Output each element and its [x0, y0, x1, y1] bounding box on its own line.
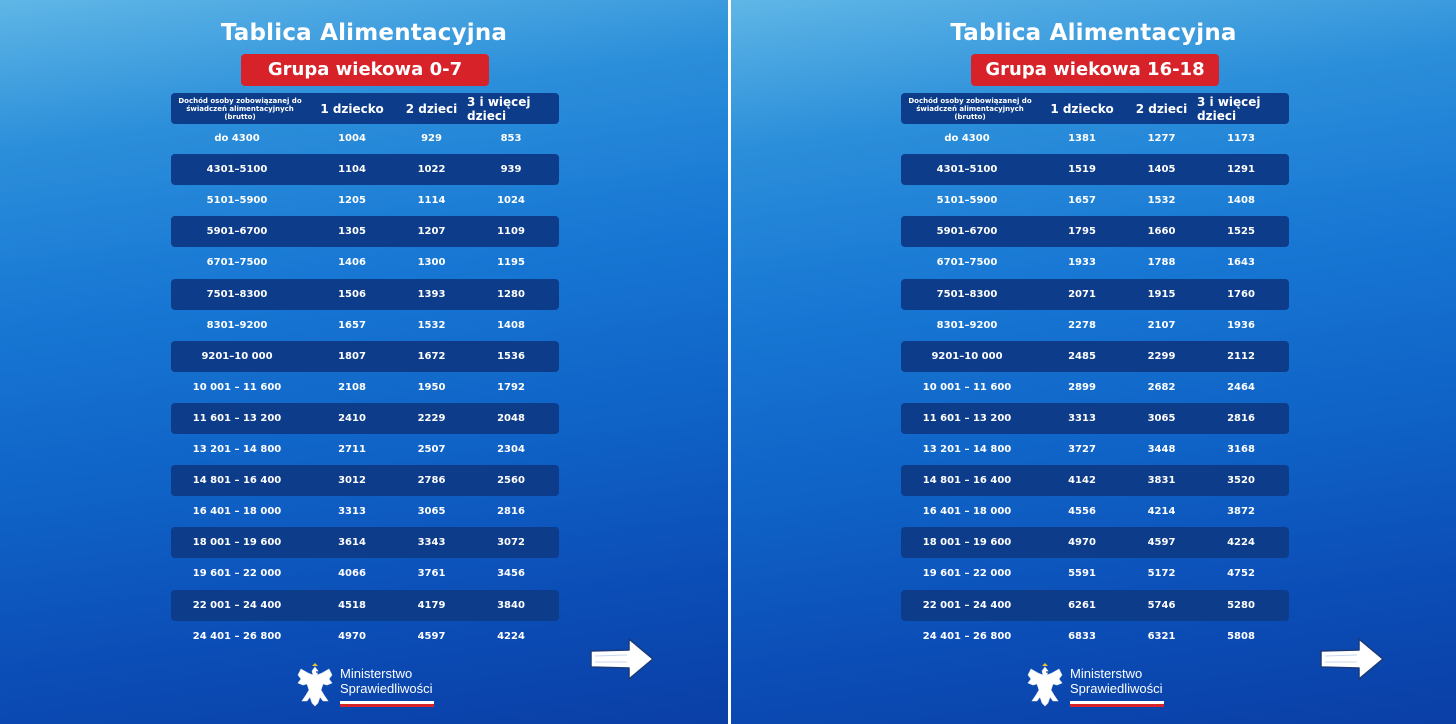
ministry-line1: Ministerstwo — [340, 666, 413, 681]
table-row — [171, 434, 559, 465]
header-income: Dochód osoby zobowiązanej do świadczeń alimentacyjnych (brutto) — [178, 96, 302, 121]
income-cell: 13 201 – 14 800 — [192, 444, 282, 455]
income-cell: 8301–9200 — [936, 319, 998, 331]
table-row — [171, 372, 559, 403]
income-cell: 19 601 – 22 000 — [922, 568, 1012, 580]
header-3-plus-children: 3 i więcej dzieci — [1197, 94, 1261, 123]
table-row — [901, 216, 1289, 247]
income-cell: 9201–10 000 — [931, 350, 1003, 362]
three-plus-children-cell: 2112 — [1227, 350, 1255, 362]
income-cell: 5901–6700 — [206, 226, 268, 238]
two-children-cell: 1672 — [417, 350, 446, 362]
arrow-right-icon[interactable] — [1319, 636, 1385, 682]
income-cell: 4301–5100 — [206, 164, 268, 176]
one-child-cell: 6261 — [1068, 599, 1096, 611]
page-title: Tablica Alimentacyjna — [220, 20, 508, 46]
three-plus-children-cell: 1760 — [1227, 288, 1255, 300]
income-cell: do 4300 — [214, 133, 260, 144]
table-row — [171, 558, 559, 589]
table-row — [901, 434, 1289, 465]
table-row — [901, 403, 1289, 434]
table-row — [901, 590, 1289, 621]
income-cell: 16 401 – 18 000 — [922, 506, 1012, 518]
income-cell: 9201–10 000 — [201, 350, 273, 362]
three-plus-children-cell: 3520 — [1227, 475, 1255, 487]
two-children-cell: 4179 — [417, 599, 446, 611]
three-plus-children-cell: 1643 — [1227, 257, 1255, 269]
table-row — [901, 621, 1289, 652]
one-child-cell: 1104 — [338, 164, 366, 176]
two-children-cell: 6321 — [1147, 630, 1176, 642]
ministry-name — [1070, 666, 1162, 696]
one-child-cell: 1657 — [1068, 195, 1096, 207]
table-row — [171, 621, 559, 652]
one-child-cell: 1807 — [338, 350, 366, 362]
one-child-cell: 2071 — [1068, 288, 1096, 300]
table-row — [171, 403, 559, 434]
three-plus-children-cell: 853 — [500, 133, 522, 144]
three-plus-children-cell: 3872 — [1227, 506, 1255, 518]
table-header — [171, 93, 559, 124]
three-plus-children-cell: 3072 — [497, 537, 525, 549]
three-plus-children-cell: 3456 — [497, 568, 525, 580]
table-row — [901, 310, 1289, 341]
three-plus-children-cell: 2464 — [1227, 381, 1255, 393]
one-child-cell: 2899 — [1068, 381, 1096, 393]
age-group-badge: Grupa wiekowa 0-7 — [241, 54, 489, 86]
one-child-cell: 3614 — [338, 537, 366, 549]
one-child-cell: 4970 — [338, 630, 366, 642]
three-plus-children-cell: 1280 — [497, 288, 525, 300]
two-children-cell: 1532 — [417, 319, 446, 331]
three-plus-children-cell: 3840 — [497, 599, 525, 611]
one-child-cell: 1506 — [338, 288, 366, 300]
three-plus-children-cell: 939 — [500, 164, 522, 176]
three-plus-children-cell: 2816 — [497, 506, 525, 518]
table-row — [901, 496, 1289, 527]
ministry-logo — [296, 663, 446, 711]
age-group-badge: Grupa wiekowa 16-18 — [971, 54, 1219, 86]
table-row — [901, 465, 1289, 496]
two-children-cell: 4597 — [1147, 537, 1176, 549]
income-cell: 22 001 – 24 400 — [922, 599, 1012, 611]
table-row — [171, 216, 559, 247]
income-cell: 11 601 – 13 200 — [192, 412, 282, 424]
one-child-cell: 1406 — [338, 257, 366, 269]
three-plus-children-cell: 4752 — [1227, 568, 1255, 580]
three-plus-children-cell: 5808 — [1227, 630, 1255, 642]
one-child-cell: 3727 — [1068, 444, 1096, 455]
three-plus-children-cell: 2816 — [1227, 412, 1255, 424]
header-3-plus-children: 3 i więcej dzieci — [467, 94, 531, 123]
three-plus-children-cell: 4224 — [497, 630, 525, 642]
one-child-cell: 4142 — [1068, 475, 1096, 487]
two-children-cell: 1300 — [417, 257, 446, 269]
table-row — [171, 123, 559, 154]
table-row — [901, 558, 1289, 589]
three-plus-children-cell: 2560 — [497, 475, 525, 487]
table-row — [171, 279, 559, 310]
two-children-cell: 1207 — [417, 226, 446, 238]
income-cell: 10 001 – 11 600 — [922, 381, 1012, 393]
ministry-logo — [1026, 663, 1176, 711]
three-plus-children-cell: 1936 — [1227, 319, 1255, 331]
three-plus-children-cell: 2304 — [497, 444, 525, 455]
income-cell: 16 401 – 18 000 — [192, 506, 282, 518]
two-children-cell: 5746 — [1147, 599, 1176, 611]
table-row — [901, 279, 1289, 310]
one-child-cell: 1381 — [1068, 133, 1096, 144]
income-cell: 24 401 – 26 800 — [922, 630, 1012, 642]
table-row — [901, 154, 1289, 185]
header-income: Dochód osoby zobowiązanej do świadczeń alimentacyjnych (brutto) — [908, 96, 1032, 121]
two-children-cell: 3065 — [417, 506, 446, 518]
two-children-cell: 3831 — [1147, 475, 1176, 487]
one-child-cell: 1795 — [1068, 226, 1096, 238]
table-row — [901, 247, 1289, 278]
income-cell: 18 001 – 19 600 — [192, 537, 282, 549]
one-child-cell: 2711 — [338, 444, 366, 455]
three-plus-children-cell: 1195 — [497, 257, 525, 269]
income-cell: 4301–5100 — [936, 164, 998, 176]
two-children-cell: 3065 — [1147, 412, 1176, 424]
income-cell: 7501–8300 — [936, 288, 998, 300]
income-cell: 7501–8300 — [206, 288, 268, 300]
one-child-cell: 4518 — [338, 599, 366, 611]
one-child-cell: 1205 — [338, 195, 366, 207]
table-row — [171, 465, 559, 496]
two-children-cell: 4597 — [417, 630, 446, 642]
one-child-cell: 1519 — [1068, 164, 1096, 176]
flag-stripe — [1070, 701, 1164, 707]
one-child-cell: 3313 — [338, 506, 366, 518]
table-row — [171, 496, 559, 527]
income-cell: 6701–7500 — [936, 257, 998, 269]
one-child-cell: 2410 — [338, 412, 366, 424]
two-children-cell: 1114 — [417, 195, 446, 207]
ministry-line1: Ministerstwo — [1070, 666, 1143, 681]
one-child-cell: 4066 — [338, 568, 366, 580]
header-2-children: 2 dzieci — [405, 101, 458, 116]
income-cell: 8301–9200 — [206, 319, 268, 331]
three-plus-children-cell: 1792 — [497, 381, 525, 393]
one-child-cell: 3313 — [1068, 412, 1096, 424]
two-children-cell: 1950 — [417, 381, 446, 393]
income-cell: 14 801 – 16 400 — [192, 475, 282, 487]
two-children-cell: 1788 — [1147, 257, 1176, 269]
three-plus-children-cell: 1109 — [497, 226, 525, 238]
eagle-emblem-icon — [1026, 663, 1064, 707]
table-row — [901, 372, 1289, 403]
arrow-right-icon[interactable] — [589, 636, 655, 682]
two-children-cell: 2682 — [1147, 381, 1176, 393]
income-cell: 13 201 – 14 800 — [922, 444, 1012, 455]
table-row — [901, 185, 1289, 216]
income-cell: 5101–5900 — [936, 195, 998, 207]
table-row — [171, 154, 559, 185]
ministry-line2: Sprawiedliwości — [1070, 681, 1163, 696]
two-children-cell: 2229 — [417, 412, 446, 424]
two-children-cell: 5172 — [1147, 568, 1176, 580]
header-2-children: 2 dzieci — [1135, 101, 1188, 116]
income-cell: do 4300 — [944, 133, 990, 144]
one-child-cell: 2108 — [338, 381, 366, 393]
table-row — [171, 590, 559, 621]
table-row — [171, 310, 559, 341]
page-title: Tablica Alimentacyjna — [950, 20, 1237, 46]
table-header — [901, 93, 1289, 124]
two-children-cell: 4214 — [1147, 506, 1176, 518]
three-plus-children-cell: 1536 — [497, 350, 525, 362]
one-child-cell: 5591 — [1068, 568, 1096, 580]
header-1-child: 1 dziecko — [1050, 101, 1114, 116]
one-child-cell: 6833 — [1068, 630, 1096, 642]
one-child-cell: 2278 — [1068, 319, 1096, 331]
three-plus-children-cell: 2048 — [497, 412, 525, 424]
three-plus-children-cell: 1291 — [1227, 164, 1255, 176]
three-plus-children-cell: 1173 — [1227, 133, 1255, 144]
two-children-cell: 929 — [421, 133, 442, 144]
income-cell: 18 001 – 19 600 — [922, 537, 1012, 549]
one-child-cell: 1004 — [338, 133, 366, 144]
income-cell: 6701–7500 — [206, 257, 268, 269]
table-row — [901, 527, 1289, 558]
three-plus-children-cell: 1408 — [497, 319, 525, 331]
income-cell: 11 601 – 13 200 — [922, 412, 1012, 424]
header-1-child: 1 dziecko — [320, 101, 384, 116]
income-cell: 14 801 – 16 400 — [922, 475, 1012, 487]
one-child-cell: 2485 — [1068, 350, 1096, 362]
three-plus-children-cell: 4224 — [1227, 537, 1255, 549]
two-children-cell: 1277 — [1147, 133, 1176, 144]
two-children-cell: 2299 — [1147, 350, 1176, 362]
one-child-cell: 1933 — [1068, 257, 1096, 269]
table-row — [171, 527, 559, 558]
table-row — [901, 123, 1289, 154]
two-children-cell: 3343 — [417, 537, 446, 549]
table-row — [901, 341, 1289, 372]
ministry-line2: Sprawiedliwości — [340, 681, 433, 696]
one-child-cell: 1657 — [338, 319, 366, 331]
three-plus-children-cell: 1024 — [497, 195, 525, 207]
two-children-cell: 2507 — [417, 444, 446, 455]
table-row — [171, 247, 559, 278]
two-children-cell: 2107 — [1147, 319, 1176, 331]
income-cell: 24 401 – 26 800 — [192, 630, 282, 642]
one-child-cell: 1305 — [338, 226, 366, 238]
one-child-cell: 4970 — [1068, 537, 1096, 549]
table-row — [171, 185, 559, 216]
two-children-cell: 1660 — [1147, 226, 1176, 238]
one-child-cell: 4556 — [1068, 506, 1096, 518]
eagle-emblem-icon — [296, 663, 334, 707]
table-row — [171, 341, 559, 372]
three-plus-children-cell: 5280 — [1227, 599, 1255, 611]
income-cell: 5101–5900 — [206, 195, 268, 207]
three-plus-children-cell: 1525 — [1227, 226, 1255, 238]
income-cell: 19 601 – 22 000 — [192, 568, 282, 580]
income-cell: 22 001 – 24 400 — [192, 599, 282, 611]
two-children-cell: 1405 — [1147, 164, 1176, 176]
panel-age-16-18 — [731, 0, 1456, 724]
three-plus-children-cell: 3168 — [1227, 444, 1255, 455]
two-children-cell: 1915 — [1147, 288, 1176, 300]
income-cell: 10 001 – 11 600 — [192, 381, 282, 393]
two-children-cell: 3448 — [1147, 444, 1176, 455]
ministry-name — [340, 666, 432, 696]
two-children-cell: 1532 — [1147, 195, 1176, 207]
two-children-cell: 2786 — [417, 475, 446, 487]
two-children-cell: 3761 — [417, 568, 446, 580]
income-cell: 5901–6700 — [936, 226, 998, 238]
two-children-cell: 1022 — [417, 164, 446, 176]
two-children-cell: 1393 — [417, 288, 446, 300]
one-child-cell: 3012 — [338, 475, 366, 487]
three-plus-children-cell: 1408 — [1227, 195, 1255, 207]
flag-stripe — [340, 701, 434, 707]
